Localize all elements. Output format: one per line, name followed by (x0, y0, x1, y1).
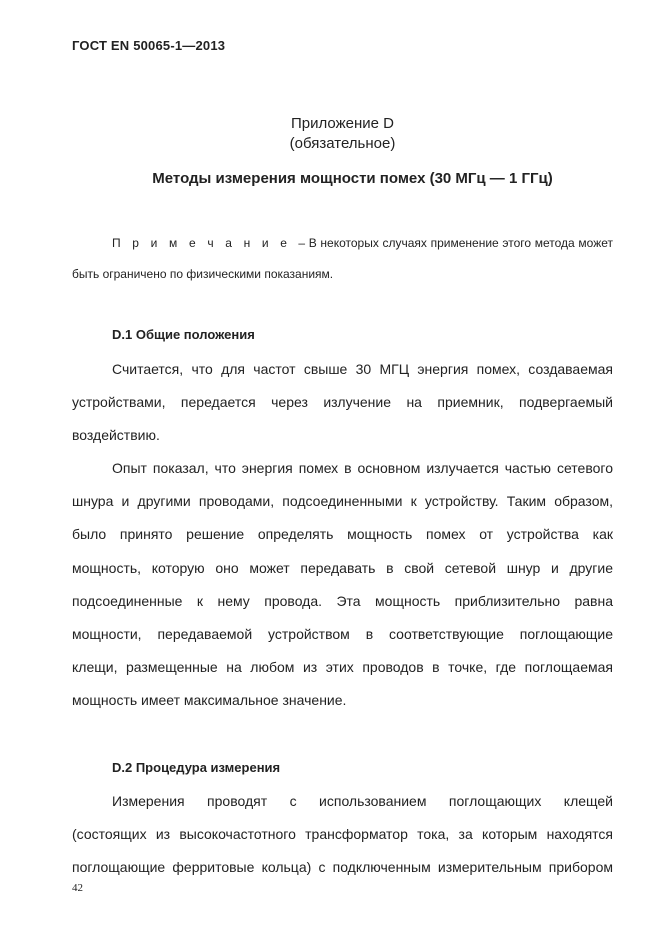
paragraph-line: клещи, размещенные на любом из этих проводов в точке, где поглощаемая (72, 659, 613, 676)
section-2-paragraph-1 (72, 785, 613, 885)
section-1-heading: D.1 Общие положения (112, 327, 255, 342)
paragraph-line: шнура и другими проводами, подсоединенными к устройству. Таким образом, (72, 493, 613, 510)
note-label: П р и м е ч а н и е (112, 236, 291, 250)
annex-title: Приложение D (291, 115, 394, 132)
section-1-paragraph-2 (72, 452, 613, 718)
note-text-1: – В некоторых случаях применение этого метода может (298, 236, 614, 250)
paragraph-line: устройствами, передается через излучение на приемник, подвергаемый (72, 394, 613, 411)
note-line-1 (72, 228, 613, 259)
paragraph-line: Измерения проводят с использованием поглощающих клещей (112, 793, 613, 809)
paragraph-line: поглощающие ферритовые кольца) с подключенным измерительным прибором (72, 859, 613, 876)
paragraph-line: (состоящих из высокочастотного трансформатор тока, за которым находятся (72, 826, 613, 843)
paragraph-line: Считается, что для частот свыше 30 МГЦ энергия помех, создаваемая (112, 361, 613, 377)
section-1-paragraph-1 (72, 353, 613, 453)
note-line-2: быть ограничено по физическими показаниям. (72, 267, 334, 281)
paragraph-line: мощности, передаваемой устройством в соответствующие поглощающие (72, 625, 613, 642)
annex-status: (обязательное) (289, 135, 396, 152)
standard-code: ГОСТ EN 50065-1—2013 (72, 38, 226, 53)
paragraph-line: Опыт показал, что энергия помех в основном излучается частью сетевого (112, 460, 613, 476)
page-number: 42 (72, 882, 83, 894)
note-block (72, 228, 613, 290)
paragraph-line: мощность, которую оно может передавать в свой сетевой шнур и другие (72, 559, 613, 576)
paragraph-line: было принято решение определять мощность помех от устройства как (72, 526, 613, 543)
annex-subject: Методы измерения мощности помех (30 МГц — 1 ГГц) (152, 170, 553, 187)
section-2-heading: D.2 Процедура измерения (112, 760, 281, 775)
paragraph-line: воздействию. (72, 427, 160, 444)
paragraph-line: подсоединенные к нему провода. Эта мощность приблизительно равна (72, 592, 613, 609)
paragraph-line: мощность имеет максимальное значение. (72, 692, 347, 709)
